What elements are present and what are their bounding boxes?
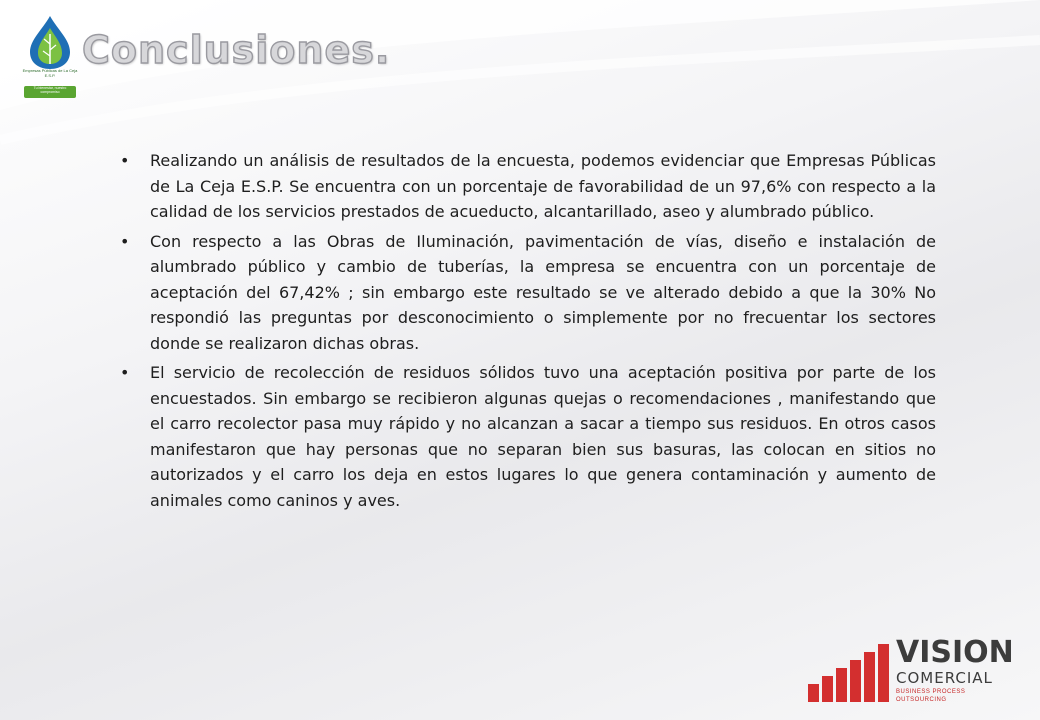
- bullet-dot: •: [120, 363, 130, 382]
- bullet-text: Realizando un análisis de resultados de la encuesta, podemos evidenciar que Empresas Públicas de La Ceja E.S.P. Se encuentra con un porcentaje de favorabilidad de un 97,6% con respecto a la calidad de los servicios prestados de acueducto, alcantarillado, aseo y alumbrado público.: [150, 151, 936, 221]
- logo-text-tagline: BUSINESS PROCESS OUTSOURCING: [896, 689, 966, 703]
- slide-title: Conclusiones.: [82, 28, 391, 72]
- logo-bar: [836, 668, 847, 702]
- logo-bar: [878, 644, 889, 702]
- bullet-list: [120, 148, 936, 517]
- logo-text-comercial: COMERCIAL: [896, 669, 993, 687]
- logo-bar: [808, 684, 819, 702]
- vision-comercial-logo: [806, 635, 1016, 704]
- bullet-text: El servicio de recolección de residuos sólidos tuvo una aceptación positiva por parte de los encuestados. Sin embargo se recibieron algunas quejas o recomendaciones , manifestando que el carro recolector pasa muy rápido y no alcanzan a sacar a tiempo sus residuos. En otros casos manifestaron que hay personas que no separan bien sus basuras, las colocan en sitios no autorizados y el carro los deja en estos lugares lo que genera contaminación y aumento de animales como caninos y aves.: [150, 363, 936, 510]
- bullet-text: Con respecto a las Obras de Iluminación, pavimentación de vías, diseño e instalación de alumbrado público y cambio de tuberías, la empresa se encuentra con un porcentaje de aceptación del 67,42% ; sin embargo este resultado se ve alterado debido a que la 30% No respondió las preguntas por desconocimiento o simplemente por no frecuentar los sectores donde se realizaron dichas obras.: [150, 231, 936, 353]
- bullet-dot: •: [120, 231, 130, 251]
- bullet-item: [120, 360, 936, 513]
- logo-bar: [864, 652, 875, 702]
- bullet-item: [120, 229, 936, 357]
- leaf-drop-icon: [22, 14, 78, 70]
- logo-text-vision: VISION: [896, 635, 1014, 670]
- epc-logo-caption: Empresas Públicas de La Ceja E.S.P.: [22, 68, 78, 78]
- bullet-item: [120, 148, 936, 225]
- bullet-dot: •: [120, 151, 130, 170]
- epc-logo: [22, 14, 78, 100]
- epc-logo-ribbon: Tu bienestar, nuestro compromiso: [24, 86, 76, 98]
- logo-bar: [822, 676, 833, 702]
- logo-bar: [850, 660, 861, 702]
